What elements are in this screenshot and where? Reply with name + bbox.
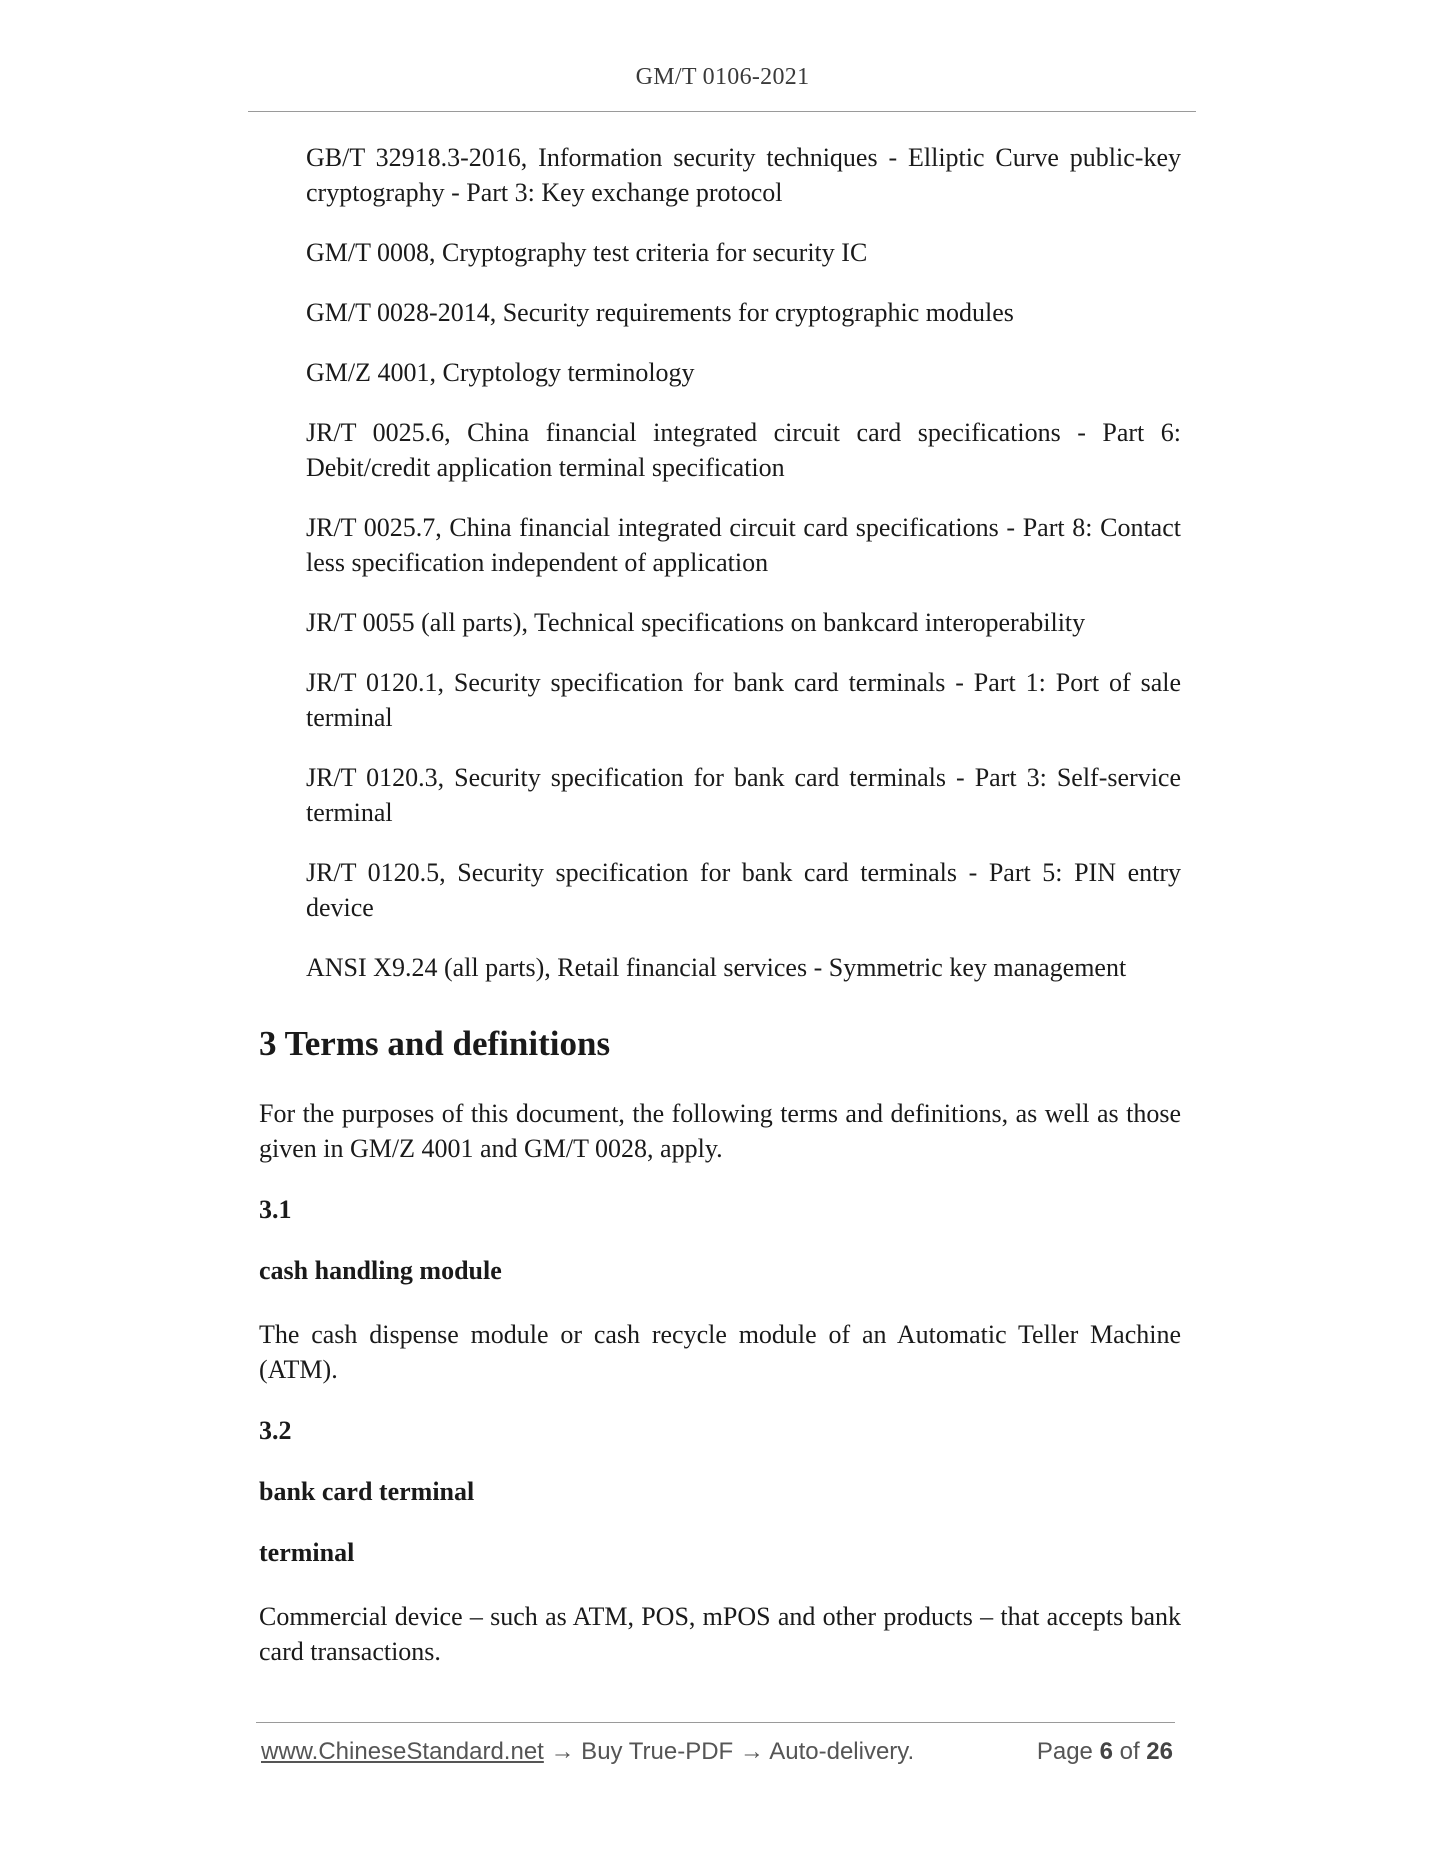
page-label: Page [1036,1738,1093,1765]
running-header: GM/T 0106-2021 [635,64,810,90]
reference-item: ANSI X9.24 (all parts), Retail financial services - Symmetric key management [306,953,1127,982]
reference-item: JR/T 0025.7, China financial integrated circuit card specifications - Part 8: Contact less specification independent of application [306,513,1181,577]
section-intro: For the purposes of this document, the following terms and definitions, as well as those given in GM/Z 4001 and GM/T 0028, apply. [259,1099,1181,1163]
term-number: 3.1 [259,1195,292,1224]
reference-item: JR/T 0120.5, Security specification for bank card terminals - Part 5: PIN entry device [306,858,1181,922]
page-of-label: of [1119,1738,1140,1765]
reference-item: GB/T 32918.3-2016, Information security techniques - Elliptic Curve public-key cryptography - Part 3: Key exchange protocol [306,143,1181,207]
reference-item: JR/T 0120.1, Security specification for bank card terminals - Part 1: Port of sale terminal [306,668,1181,732]
term-name: bank card terminal [259,1477,475,1506]
reference-item: JR/T 0120.3, Security specification for bank card terminals - Part 3: Self-service terminal [306,763,1181,827]
reference-item: JR/T 0025.6, China financial integrated circuit card specifications - Part 6: Debit/credit application terminal specification [306,418,1181,482]
page-footer [261,1738,1173,1772]
term-name: cash handling module [259,1256,502,1285]
term-definition: Commercial device – such as ATM, POS, mPOS and other products – that accepts bank card transactions. [259,1602,1181,1666]
reference-item: GM/T 0008, Cryptography test criteria for security IC [306,238,868,267]
website-link[interactable]: www.ChineseStandard.net [261,1738,544,1765]
page-total: 26 [1146,1738,1173,1765]
section-heading: 3 Terms and definitions [259,1024,611,1063]
term-definition: The cash dispense module or cash recycle module of an Automatic Teller Machine (ATM). [259,1320,1181,1384]
page-indicator [1037,1738,1173,1766]
page-current: 6 [1099,1738,1113,1765]
reference-item: GM/T 0028-2014, Security requirements for cryptographic modules [306,298,1014,327]
footer-promo [261,1738,914,1766]
reference-item: GM/Z 4001, Cryptology terminology [306,358,695,387]
header-divider [248,111,1196,112]
footer-promo-text: → Buy True-PDF → Auto-delivery. [543,1738,915,1765]
term-alt-name: terminal [259,1538,355,1567]
page-body [259,140,1181,1669]
footer-divider [256,1722,1175,1723]
reference-item: JR/T 0055 (all parts), Technical specifications on bankcard interoperability [306,608,1086,637]
term-number: 3.2 [259,1416,292,1445]
